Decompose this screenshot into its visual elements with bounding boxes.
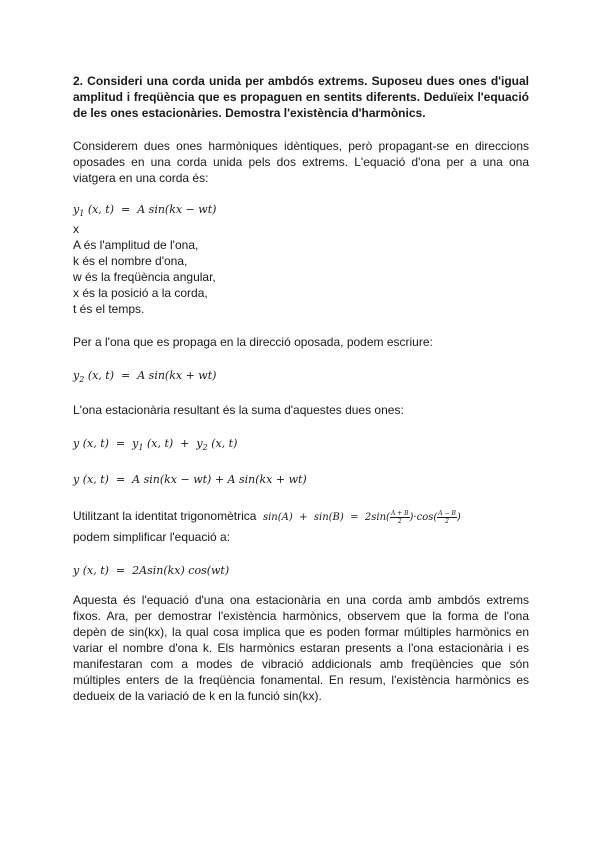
opposite-wave-paragraph: Per a l'ona que es propaga en la direcció oposada, podem escriure: (73, 335, 433, 349)
equation-sum: y (x, $t) = y_1$ (x, $t) + y_2$ (x, t) (73, 437, 238, 452)
definition-amplitude: A és l'amplitud de l'ona, (73, 238, 199, 252)
definition-position: x és la posició a la corda, (73, 286, 208, 300)
intro-paragraph: Considerem dues ones harmòniques idèntiques, però propagant-se en direccions oposades en una corda unida pels dos extrems. L'equació d'ona per a una ona viatgera en una corda és: (73, 139, 529, 185)
fraction-a-minus-b: $\frac{A - B}{2}$ (438, 510, 456, 525)
identity-formula: sin(A) + sin(B) = 2sin( $\frac{A + B}{2}$ )·cos( $\frac{A - B}{2}$ ) (262, 510, 461, 525)
equation-wave-1: $y_1$ (x, t) = A sin(kx − wt) (73, 203, 217, 218)
definition-wave-number: k és el nombre d'ona, (73, 254, 188, 268)
simplify-line: podem simplificar l'equació a: (73, 530, 231, 544)
equation-wave-2: $y_2$ (x, t) = A sin(kx + wt) (73, 369, 217, 384)
where-label: x (73, 222, 79, 236)
equation-standing-wave: y (x, t) = 2Asin(kx) cos(wt) (73, 564, 230, 577)
definition-time: t és el temps. (73, 302, 145, 316)
question-heading: 2. Consideri una corda unida per ambdós extrems. Suposeu dues ones d'igual amplitud i freqüència que es propaguen en sentits diferents. Deduïeix l'equació de les ones estacionàries. Demostra l'existència d'harmònics. (73, 74, 529, 120)
equation-expanded: y (x, t) = A sin(kx − wt) + A sin(kx + wt) (73, 473, 307, 486)
fraction-a-plus-b: $\frac{A + B}{2}$ (390, 510, 409, 525)
standing-wave-sum-paragraph: L'ona estacionària resultant és la suma d'aquestes dues ones: (73, 403, 404, 417)
conclusion-paragraph: Aquesta és l'equació d'una ona estacionària en una corda amb ambdós extrems fixos. Ara, per demostrar l'existència harmònics, observem que la forma de l'ona depèn de sin(kx), la qual cosa implica que es poden formar múltiples harmònics en variar el nombre d'ona k. Els harmònics estaran presents a l'ona estacionària i es manifestaran com a modes de vibració addicionals amb freqüències que són múltiples enters de la freqüència fonamental. En resum, l'existència harmònics es dedueix de la variació de k en la funció sin(kx). (73, 593, 529, 703)
identity-line: Utilitzant la identitat trigonomètrica sin(A) + sin(B) = 2sin( $\frac{A + B}{2}$ )·cos( $\frac{A - B}{2}$ ) (73, 509, 461, 525)
definition-angular-frequency: w és la freqüència angular, (73, 270, 216, 284)
